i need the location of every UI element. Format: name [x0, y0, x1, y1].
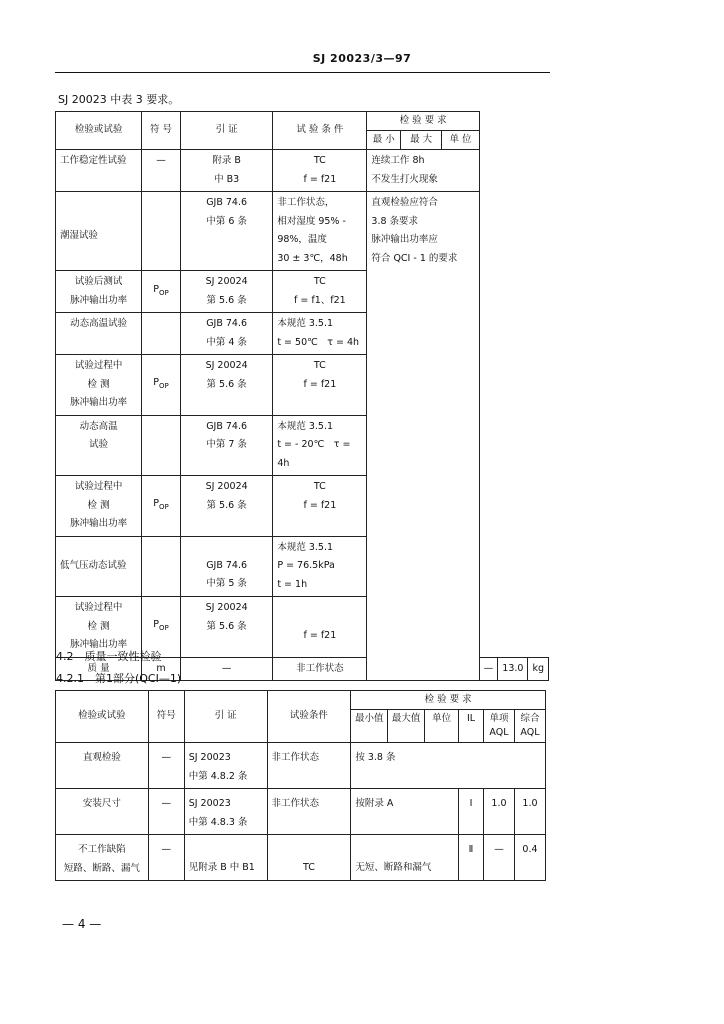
col-header-req: 检 验 要 求 — [367, 112, 479, 131]
cell-il: Ⅰ — [459, 789, 484, 835]
cell-item: 不工作缺陷 短路、断路、漏气 — [56, 835, 149, 881]
cell-cond: 非工作状态 — [267, 789, 351, 835]
cell-symbol: $P_{OP}$ — [142, 597, 181, 658]
cell-cond: TC f = f21 — [273, 476, 367, 537]
table-row — [56, 743, 546, 789]
cell-ref: SJ 20023 中第 4.8.3 条 — [184, 789, 267, 835]
col-header-ref: 引 证 — [180, 112, 272, 150]
col-header-symbol: 符号 — [148, 691, 184, 743]
cell-symbol: $P_{OP}$ — [142, 271, 181, 313]
col-header-min: 最 小 — [367, 131, 401, 150]
cell-item: 质 量 — [56, 657, 142, 681]
cell-item: 安装尺寸 — [56, 789, 149, 835]
cell-single-aql: — — [484, 835, 515, 881]
cell-symbol: — — [148, 835, 184, 881]
cell-req: 连续工作 8h 不发生打火现象 — [367, 150, 479, 192]
cell-item: 试验过程中 检 测 脉冲输出功率 — [56, 597, 142, 658]
cell-il: Ⅱ — [459, 835, 484, 881]
table-header-row — [56, 112, 549, 131]
cell-item: 试验后测试 脉冲输出功率 — [56, 271, 142, 313]
col-header-min: 最小值 — [351, 710, 388, 743]
table-header-row — [56, 691, 546, 710]
cell-req: 按 3.8 条 — [351, 743, 546, 789]
cell-cond: TC f = f21 — [273, 150, 367, 192]
cell-item: 工作稳定性试验 — [56, 150, 142, 192]
cell-symbol: — — [148, 789, 184, 835]
cell-max: 13.0 — [498, 657, 528, 681]
section-heading-4-2-1: 4.2.1 第1部分(QCI—1) — [56, 672, 182, 685]
cell-symbol — [142, 313, 181, 355]
cell-req: 按附录 A — [351, 789, 459, 835]
section-heading-4-2: 4.2 质量一致性检验 — [56, 650, 162, 663]
col-header-single-aql: 单项 AQL — [484, 710, 515, 743]
table-2 — [55, 690, 546, 881]
cell-item: 试验过程中 检 测 脉冲输出功率 — [56, 355, 142, 416]
table-row — [56, 150, 549, 192]
col-header-ref: 引 证 — [184, 691, 267, 743]
col-header-unit: 单 位 — [442, 131, 480, 150]
cell-ref: GJB 74.6 中第 4 条 — [180, 313, 272, 355]
cell-cond: 非工作状态 — [273, 657, 367, 681]
cell-ref: SJ 20024 第 5.6 条 — [180, 355, 272, 416]
cell-cond: 本规范 3.5.1 t = 50℃ τ = 4h — [273, 313, 367, 355]
header-rule — [55, 72, 550, 73]
col-header-max: 最 大 — [401, 131, 442, 150]
cell-min: — — [479, 657, 498, 681]
cell-item: 试验过程中 检 测 脉冲输出功率 — [56, 476, 142, 537]
cell-req: 无短、断路和漏气 — [351, 835, 459, 881]
table-row — [56, 789, 546, 835]
cell-comp-aql: 1.0 — [514, 789, 545, 835]
cell-symbol — [142, 536, 181, 597]
col-header-req: 检 验 要 求 — [351, 691, 546, 710]
cell-cond: 本规范 3.5.1 P = 76.5kPa t = 1h — [273, 536, 367, 597]
cell-cond: f = f21 — [273, 597, 367, 658]
cell-ref: GJB 74.6 中第 7 条 — [180, 415, 272, 476]
cell-ref: GJB 74.6 中第 5 条 — [180, 536, 272, 597]
cell-symbol: — — [142, 150, 181, 192]
col-header-cond: 试 验 条 件 — [273, 112, 367, 150]
cell-single-aql: 1.0 — [484, 789, 515, 835]
cell-ref: GJB 74.6 中第 6 条 — [180, 192, 272, 271]
cell-ref: SJ 20023 中第 4.8.2 条 — [184, 743, 267, 789]
cell-cond: 本规范 3.5.1 t = - 20℃ τ = 4h — [273, 415, 367, 476]
cell-item: 直观检验 — [56, 743, 149, 789]
col-header-cond: 试验条件 — [267, 691, 351, 743]
cell-cond: TC f = f21 — [273, 355, 367, 416]
table-row — [56, 192, 549, 271]
page-header: SJ 20023/3—97 — [312, 52, 412, 65]
col-header-il: IL — [459, 710, 484, 743]
cell-symbol — [142, 192, 181, 271]
cell-item: 低气压动态试验 — [56, 536, 142, 597]
cell-symbol: $P_{OP}$ — [142, 355, 181, 416]
cell-ref: SJ 20024 第 5.6 条 — [180, 271, 272, 313]
cell-item: 动态高温试验 — [56, 313, 142, 355]
cell-item: 潮湿试验 — [56, 192, 142, 271]
cell-symbol: $P_{OP}$ — [142, 476, 181, 537]
page-number: — 4 — — [62, 917, 102, 931]
col-header-symbol: 符 号 — [142, 112, 181, 150]
col-header-item: 检验或试验 — [56, 691, 149, 743]
cell-cond: 非工作状态， 相对湿度 95% - 98%，温度 30 ± 3℃，48h — [273, 192, 367, 271]
cell-symbol: — — [148, 743, 184, 789]
col-header-item: 检验或试验 — [56, 112, 142, 150]
intro-text: SJ 20023 中表 3 要求。 — [58, 93, 180, 106]
cell-ref: 见附录 B 中 B1 — [184, 835, 267, 881]
cell-ref: — — [180, 657, 272, 681]
cell-comp-aql: 0.4 — [514, 835, 545, 881]
table-row — [56, 835, 546, 881]
col-header-max: 最大值 — [388, 710, 425, 743]
cell-symbol — [142, 415, 181, 476]
cell-ref: 附录 B 中 B3 — [180, 150, 272, 192]
col-header-comp-aql: 综合 AQL — [514, 710, 545, 743]
cell-item: 动态高温 试验 — [56, 415, 142, 476]
cell-cond: TC f = f1、f21 — [273, 271, 367, 313]
cell-req: 直观检验应符合 3.8 条要求 脉冲输出功率应 符合 QCI - 1 的要求 — [367, 192, 479, 681]
cell-unit: kg — [528, 657, 549, 681]
cell-ref: SJ 20024 第 5.6 条 — [180, 597, 272, 658]
cell-cond: TC — [267, 835, 351, 881]
cell-symbol: m — [142, 657, 181, 681]
cell-ref: SJ 20024 第 5.6 条 — [180, 476, 272, 537]
col-header-unit: 单位 — [425, 710, 459, 743]
cell-cond: 非工作状态 — [267, 743, 351, 789]
table-1 — [55, 111, 549, 681]
